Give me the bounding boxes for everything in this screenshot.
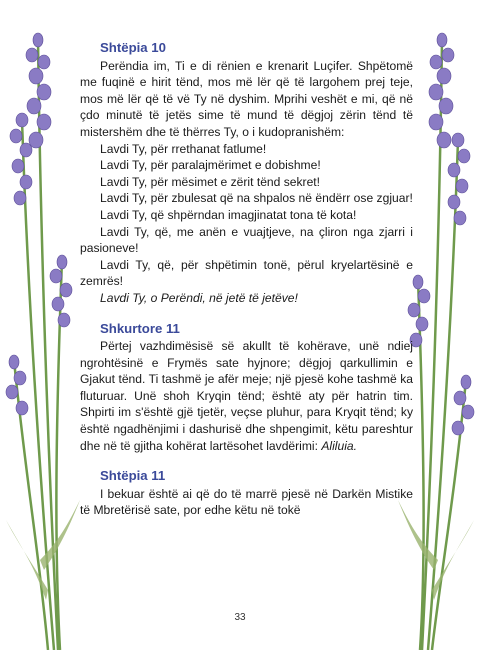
praise-line: Lavdi Ty, për paralajmërimet e dobishme! [100, 158, 321, 173]
section-heading-shtepia-11: Shtëpia 11 [100, 468, 166, 484]
praise-line: Lavdi Ty, për mësimet e zërit tënd sekret! [100, 174, 321, 189]
section-heading-shkurtore-11: Shkurtore 11 [100, 320, 180, 336]
section-heading-shtepia-10: Shtëpia 10 [100, 40, 166, 55]
page-content [80, 40, 413, 519]
praise-line: Lavdi Ty, që, për shpëtimin tonë, përul kryelartësinë e zemrës! [80, 257, 413, 289]
page-number: 33 [234, 612, 246, 623]
body-paragraph [80, 338, 413, 454]
prayer-paragraph: Perëndia im, Ti e di rënien e krenarit Luçifer. Shpëtomë me fuqinë e hirit tënd, mos më lër që të largohem prej teje, mos më lër që të vë Ty në dyshim. Mprihi veshët e mi, që në çdo minutë të jetës sime të mund të dëgjoj zërin tënd të mistershëm dhe të thërres Ty, o i kudopranishëm: [80, 58, 413, 139]
praise-line: Lavdi Ty, për zbulesat që na shpalos në ëndërr ose zgjuar! [100, 191, 413, 206]
lavender-illustration-left [0, 0, 92, 650]
praise-line: Lavdi Ty, për rrethanat fatlume! [100, 141, 267, 156]
praise-line: Lavdi Ty, që shpërndan imagjinatat tona të kota! [100, 207, 357, 222]
aliluia-text: Aliluia. [321, 438, 357, 453]
praise-line: Lavdi Ty, që, me anën e vuajtjeve, na çliron nga zjarri i pasioneve! [80, 224, 413, 256]
body-text: Përtej vazhdimësisë së akullt të kohërave, unë ndiej ngrohtësinë e Frymës sate hyjnore; dëgjoj qarkullimin e Gjakut tënd. Ti tashmë je afër meje; një pjesë kohe tashmë ka fluturuar. Unë shoh Kryqin tënd; është aty për hatrin tim. Shpirti im s'është gjë tjetër, veçse pluhur, para Kryqit tënd; ky është ngadhënjimi i dashurisë dhe shpengimit, këtu pareshtur dhe në të gjitha kohërat lartësohet lavdërimi: [80, 339, 413, 453]
refrain: Lavdi Ty, o Perëndi, në jetë të jetëve! [100, 290, 298, 305]
body-paragraph: I bekuar është ai që do të marrë pjesë në Darkën Mistike të Mbretërisë sate, por edhe këtu në tokë [80, 486, 413, 518]
